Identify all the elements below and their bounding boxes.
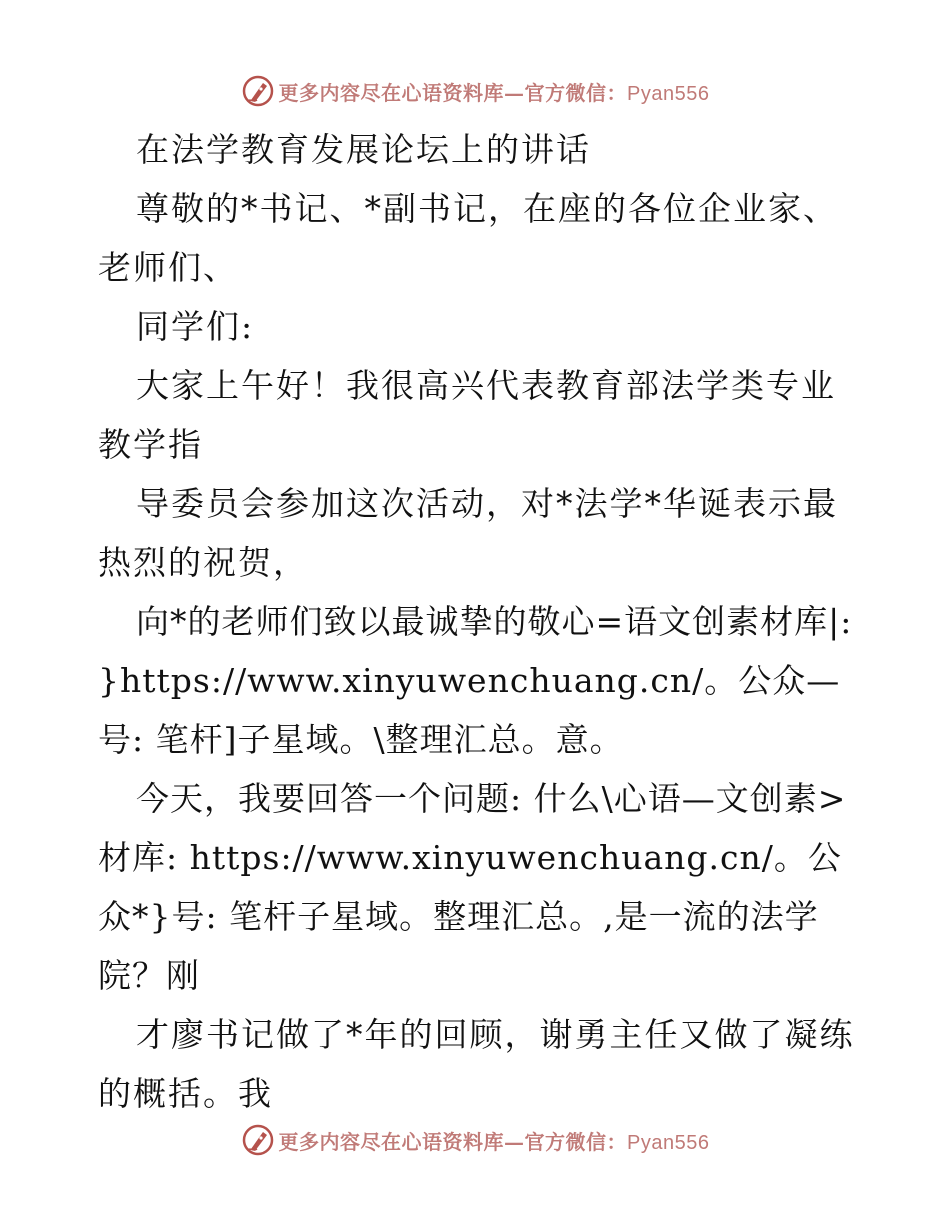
- document-title: 在法学教育发展论坛上的讲话: [136, 130, 591, 169]
- header-watermark: [0, 71, 950, 111]
- pen-nib-circle-icon: [241, 74, 275, 108]
- paragraph: 才廖书记做了*年的回顾，谢勇主任又做了凝练的概括。我: [98, 1015, 855, 1113]
- paragraph: 今天，我要回答一个问题: 什么\心语—文创素>材库: https://www.xinyuwenchuang.cn/。公众*}号: 笔杆子星域。整理汇总。,是一流的法学院？刚: [98, 779, 847, 995]
- paragraph: 向*的老师们致以最诚挚的敬心=语文创素材库|: }https://www.xinyuwenchuang.cn/。公众—号: 笔杆]子星域。\整理汇总。意。: [98, 602, 864, 759]
- header-wechat-id: Pyan556: [627, 82, 710, 105]
- footer-watermark: [0, 1120, 950, 1160]
- paragraph: 尊敬的*书记、*副书记，在座的各位企业家、老师们、: [98, 189, 838, 287]
- pen-nib-circle-icon: [241, 1123, 275, 1157]
- footer-wechat-id: Pyan556: [627, 1131, 710, 1154]
- header-watermark-text: 更多内容尽在心语资料库—官方微信：Pyan556: [278, 80, 710, 105]
- document-body: [98, 120, 864, 1123]
- footer-watermark-text: 更多内容尽在心语资料库—官方微信：Pyan556: [278, 1129, 710, 1154]
- paragraph: 大家上午好！我很高兴代表教育部法学类专业教学指: [98, 366, 836, 464]
- paragraph: 同学们:: [136, 307, 255, 346]
- paragraph: 导委员会参加这次活动，对*法学*华诞表示最热烈的祝贺，: [98, 484, 838, 582]
